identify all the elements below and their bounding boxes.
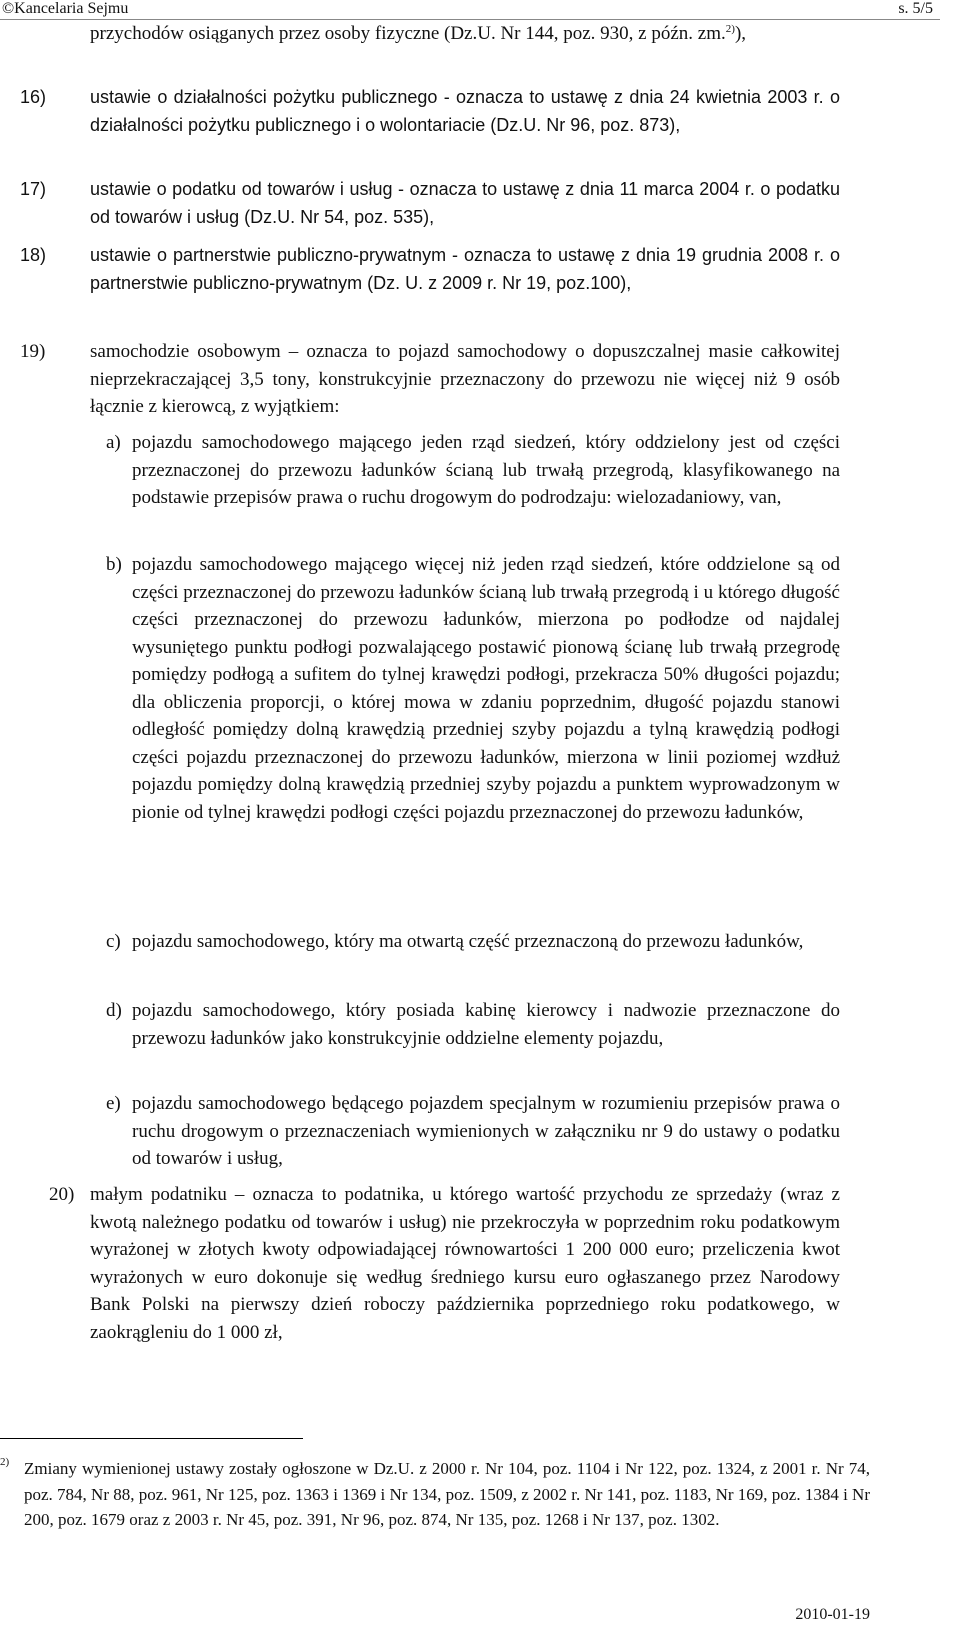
item-text: małym podatniku – oznacza to podatnika, u którego wartość przychodu ze sprzedaży (wraz z kwotą należnego podatku od towarów i usług) nie przekroczyła w poprzednim roku podatkowym wyrażonej w złotych kwoty odpowiadającej równowartości 1 200 000 euro; przeliczenia kwot wyrażonych w euro dokonuje się według średniego kursu euro ogłaszanego przez Narodowy Bank Polski na pierwszy dzień roboczy października poprzedniego roku podatkowego, w zaokrągleniu do 1 000 zł, bbox=[90, 1184, 840, 1343]
item-text: pojazdu samochodowego, który posiada kabinę kierowcy i nadwozie przeznaczone do przewozu ładunków jako konstrukcyjnie oddzielne elementy pojazdu, bbox=[132, 1000, 840, 1049]
item-text: samochodzie osobowym – oznacza to pojazd samochodowy o dopuszczalnej masie całkowitej nieprzekraczającej 3,5 tony, konstrukcyjnie przeznaczony do przewozu nie więcej niż 9 osób łącznie z kierowcą, z wyjątkiem: bbox=[90, 341, 840, 417]
definition-16 bbox=[20, 84, 840, 139]
item-text: pojazdu samochodowego mającego jeden rząd siedzeń, który oddzielony jest od części przeznaczonej do przewozu ładunków ścianą lub trwałą przegrodą, klasyfikowanego na podstawie przepisów prawa o ruchu drogowym do podrodzaju: wielozadaniowy, van, bbox=[132, 432, 840, 508]
item-letter: e) bbox=[106, 1093, 121, 1114]
exception-c bbox=[106, 928, 840, 956]
definition-19 bbox=[20, 338, 840, 421]
item-text: pojazdu samochodowego mającego więcej niż jeden rząd siedzeń, które oddzielone są od części przeznaczonej do przewozu ładunków ścianą lub trwałą przegrodą i u którego długość części przeznaczonej do przewozu ładunków, mierzona po podłodze od najdalej wysuniętego punktu podłogi pozwalającego postawić pionową ścianę lub trwałą przegrodę pomiędzy podłogą a sufitem do tylnej krawędzi podłogi, przekracza 50% długości pojazdu; dla obliczenia proporcji, o której mowa w zdaniu poprzednim, długość pojazdu stanowi odległość pomiędzy dolną krawędzią przedniej szyby pojazdu a tylną krawędzią podłogi części pojazdu przeznaczonej do przewozu ładunków, mierzona w linii poziomej wzdłuż pojazdu pomiędzy dolną krawędzią przedniej szyby pojazdu a punktem wyprowadzonym w pionie od tylnej krawędzi podłogi części pojazdu przeznaczonej do przewozu ładunków, bbox=[132, 554, 840, 823]
item-text: pojazdu samochodowego będącego pojazdem specjalnym w rozumieniu przepisów prawa o ruchu drogowym o przeznaczeniach wymienionych w załączniku nr 9 do ustawy o podatku od towarów i usług, bbox=[132, 1093, 840, 1169]
page-header bbox=[0, 0, 940, 20]
footnote bbox=[0, 1456, 870, 1533]
definition-18 bbox=[20, 242, 840, 297]
continued-paragraph: przychodów osiąganych przez osoby fizyczne (Dz.U. Nr 144, poz. 930, z późn. zm.$^{2)}$), bbox=[90, 23, 747, 44]
item-number: 18) bbox=[20, 245, 47, 265]
exception-a bbox=[106, 429, 840, 512]
item-letter: c) bbox=[106, 931, 121, 952]
exception-e bbox=[106, 1090, 840, 1173]
item-text: ustawie o działalności pożytku publicznego - oznacza to ustawę z dnia 24 kwietnia 2003 r. o działalności pożytku publicznego i o wolontariacie (Dz.U. Nr 96, poz. 873), bbox=[90, 87, 840, 135]
item-number: 19) bbox=[20, 341, 46, 362]
exception-d bbox=[106, 997, 840, 1052]
footnote-text: Zmiany wymienionej ustawy zostały ogłoszone w Dz.U. z 2000 r. Nr 104, poz. 1104 i Nr 122, poz. 1324, z 2001 r. Nr 74, poz. 784, Nr 88, poz. 961, Nr 125, poz. 1363 i 1369 i Nr 134, poz. 1509, z 2002 r. Nr 141, poz. 1183, Nr 169, poz. 1384 i Nr 200, poz. 1679 oraz z 2003 r. Nr 45, poz. 391, Nr 96, poz. 874, Nr 135, poz. 1268 i Nr 137, poz. 1302. bbox=[24, 1459, 870, 1529]
definition-17 bbox=[20, 176, 840, 231]
item-number: 16) bbox=[20, 87, 47, 107]
item-letter: a) bbox=[106, 432, 121, 453]
item-number: 17) bbox=[20, 179, 47, 199]
document-date: 2010-01-19 bbox=[795, 1606, 870, 1623]
item-text: ustawie o podatku od towarów i usług - oznacza to ustawę z dnia 11 marca 2004 r. o podatku od towarów i usług (Dz.U. Nr 54, poz. 535), bbox=[90, 179, 840, 227]
footnote-ref[interactable]: 2) bbox=[725, 23, 735, 35]
item-letter: d) bbox=[106, 1000, 122, 1021]
item-text: pojazdu samochodowego, który ma otwartą część przeznaczoną do przewozu ładunków, bbox=[132, 931, 804, 952]
item-number: 20) bbox=[49, 1184, 75, 1205]
item-letter: b) bbox=[106, 554, 122, 575]
item-text: ustawie o partnerstwie publiczno-prywatnym - oznacza to ustawę z dnia 19 grudnia 2008 r. o partnerstwie publiczno-prywatnym (Dz. U. z 2009 r. Nr 19, poz.100), bbox=[90, 245, 840, 293]
page-number: s. 5/5 bbox=[898, 0, 933, 17]
definition-20 bbox=[49, 1181, 840, 1346]
header-source: ©Kancelaria Sejmu bbox=[2, 0, 129, 17]
footnote-mark: 2) bbox=[0, 1456, 10, 1468]
footnote-divider bbox=[0, 1438, 303, 1439]
exception-b bbox=[106, 551, 840, 826]
